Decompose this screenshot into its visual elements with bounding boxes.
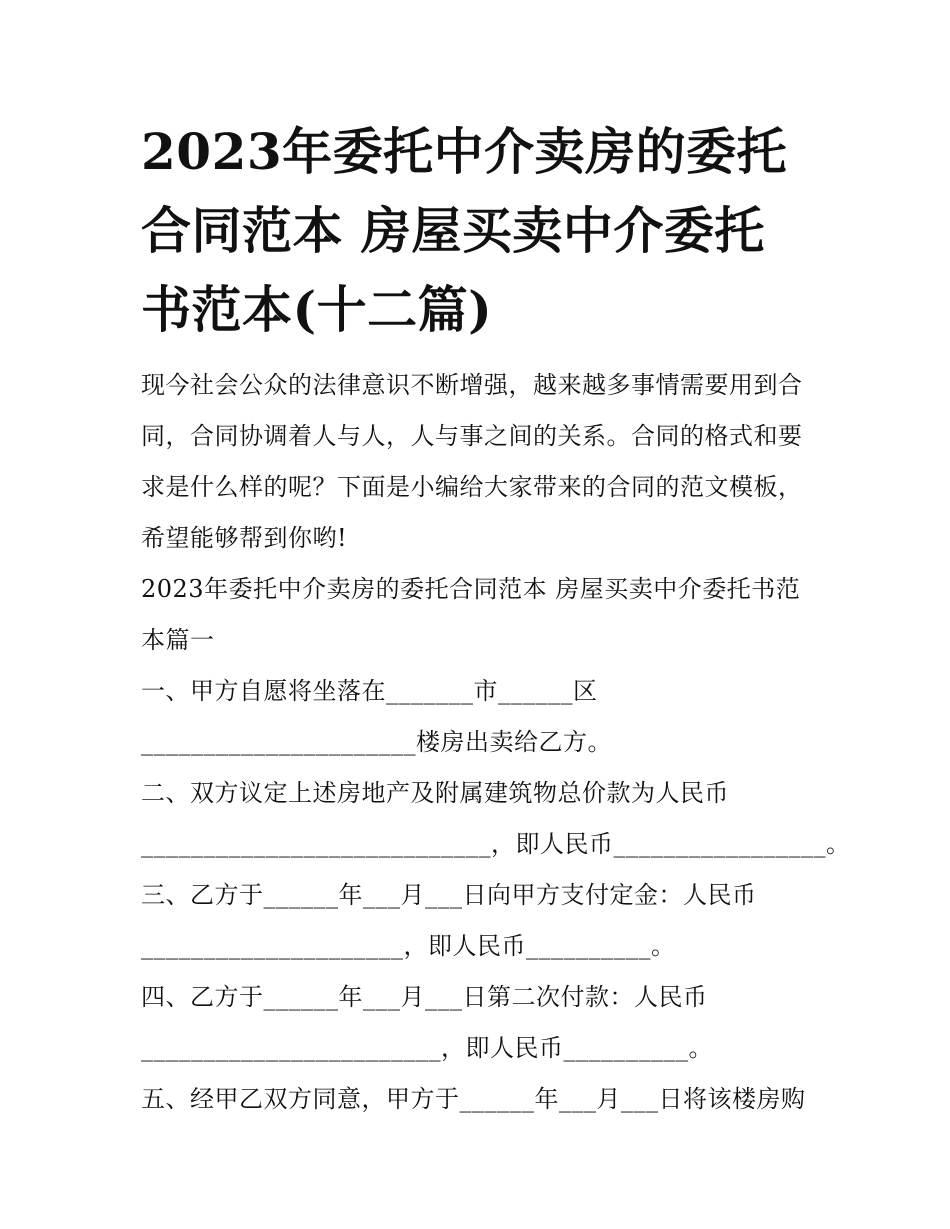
clause-1-line-2: ______________________楼房出卖给乙方。 xyxy=(141,728,612,756)
clause-2-line-1: 二、双方议定上述房地产及附属建筑物总价款为人民币 xyxy=(141,779,729,807)
clause-2-line-2: ____________________________，即人民币_________________。 xyxy=(141,830,851,858)
clause-5-line-1: 五、经甲乙双方同意，甲方于______年___月___日将该楼房购 xyxy=(141,1085,806,1113)
clause-1-line-1: 一、甲方自愿将坐落在_______市______区 xyxy=(141,677,598,705)
clause-4-line-1: 四、乙方于______年___月___日第二次付款：人民币 xyxy=(141,983,708,1011)
section-heading: 2023年委托中介卖房的委托合同范本 房屋买卖中介委托书范本篇一 xyxy=(141,575,801,654)
document-title: 2023年委托中介卖房的委托合同范本 房屋买卖中介委托书范本(十二篇) xyxy=(141,122,788,339)
document-page xyxy=(141,112,851,1125)
intro-paragraph: 现今社会公众的法律意识不断增强，越来越多事情需要用到合同，合同协调着人与人，人与事之间的关系。合同的格式和要求是什么样的呢？下面是小编给大家带来的合同的范文模板，希望能够帮到你哟! xyxy=(141,371,803,552)
clause-3-line-1: 三、乙方于______年___月___日向甲方支付定金：人民币 xyxy=(141,881,757,909)
clause-3-line-2: _____________________，即人民币__________。 xyxy=(141,932,676,960)
clause-4-line-2: ________________________，即人民币__________。 xyxy=(141,1034,713,1062)
